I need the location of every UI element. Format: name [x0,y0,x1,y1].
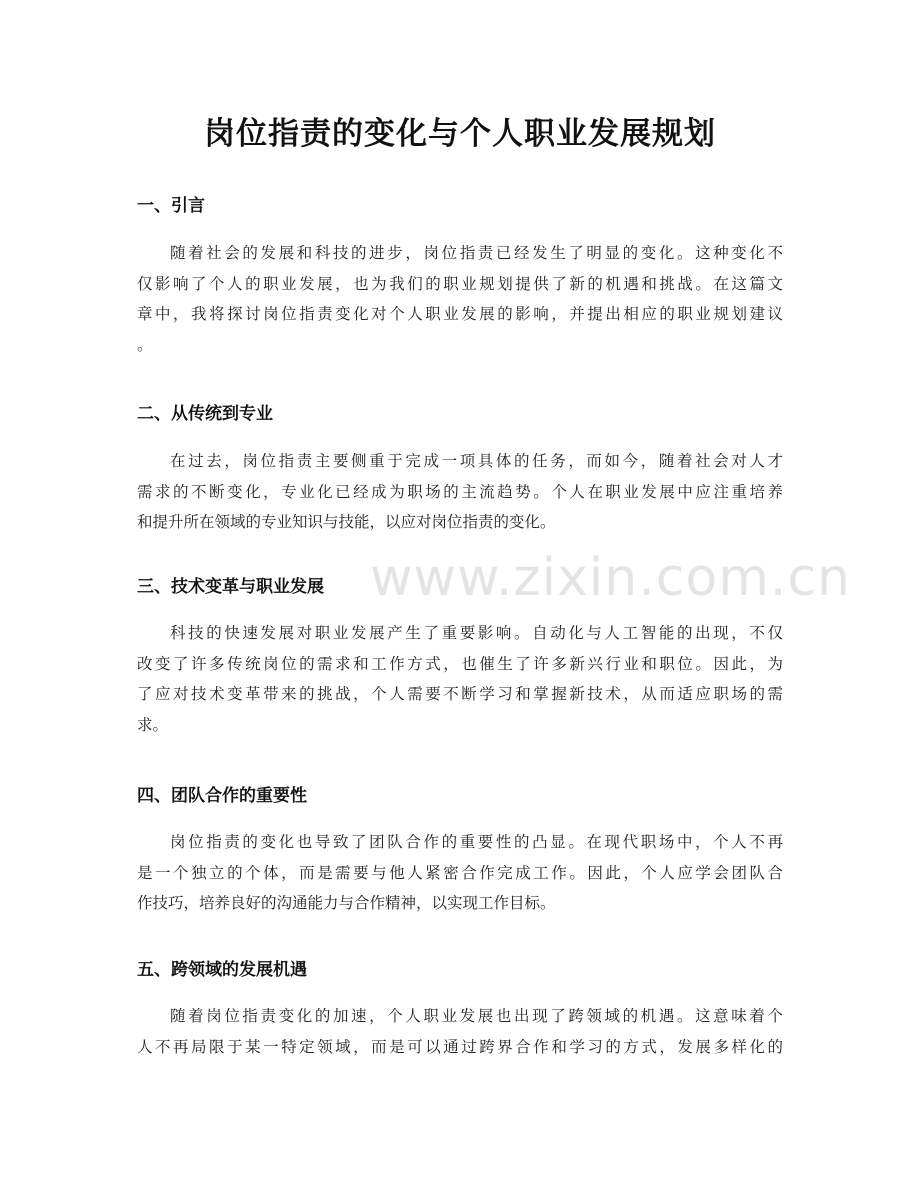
document-title: 岗位指责的变化与个人职业发展规划 [204,116,716,152]
paragraph-line: 人不再局限于某一特定领域，而是可以通过跨界合作和学习的方式，发展多样化的 [137,1037,783,1056]
paragraph-line: 随着岗位指责变化的加速，个人职业发展也出现了跨领域的机遇。这意味着个 [170,1007,783,1025]
paragraph-line: 岗位指责的变化也导致了团队合作的重要性的凸显。在现代职场中，个人不再 [170,833,783,851]
section-heading-2: 二、从传统到专业 [137,404,273,424]
paragraph-line: 了应对技术变革带来的挑战，个人需要不断学习和掌握新技术，从而适应职场的需 [137,685,783,703]
section-heading-1: 一、引言 [137,196,205,216]
section-heading-3: 三、技术变革与职业发展 [137,577,324,597]
paragraph-line: 在过去，岗位指责主要侧重于完成一项具体的任务，而如今，随着社会对人才 [170,452,783,470]
section-paragraph-2 [137,446,783,538]
section-heading-4: 四、团队合作的重要性 [137,786,307,806]
paragraph-line: 。 [137,335,153,354]
paragraph-line: 随着社会的发展和科技的进步，岗位指责已经发生了明显的变化。这种变化不 [170,244,783,262]
watermark: www.zixin.com.cn [370,548,851,608]
section-paragraph-3 [137,618,783,740]
paragraph-line: 是一个独立的个体，而是需要与他人紧密合作完成工作。因此，个人应学会团队合 [137,863,783,882]
paragraph-line: 改变了许多传统岗位的需求和工作方式，也催生了许多新兴行业和职位。因此，为 [137,654,783,673]
paragraph-line: 科技的快速发展对职业发展产生了重要影响。自动化与人工智能的出现，不仅 [170,624,783,642]
section-paragraph-1 [137,238,783,360]
paragraph-line: 需求的不断变化，专业化已经成为职场的主流趋势。个人在职业发展中应注重培养 [137,482,783,501]
paragraph-line: 仅影响了个人的职业发展，也为我们的职业规划提供了新的机遇和挑战。在这篇文 [137,274,783,293]
section-paragraph-5 [137,1001,783,1062]
paragraph-line: 求。 [137,715,169,734]
section-heading-5: 五、跨领域的发展机遇 [137,960,307,980]
section-paragraph-4 [137,827,783,919]
paragraph-line: 作技巧，培养良好的沟通能力与合作精神，以实现工作目标。 [137,894,556,912]
paragraph-line: 章中，我将探讨岗位指责变化对个人职业发展的影响，并提出相应的职业规划建议 [137,305,783,323]
paragraph-line: 和提升所在领域的专业知识与技能，以应对岗位指责的变化。 [137,513,556,531]
